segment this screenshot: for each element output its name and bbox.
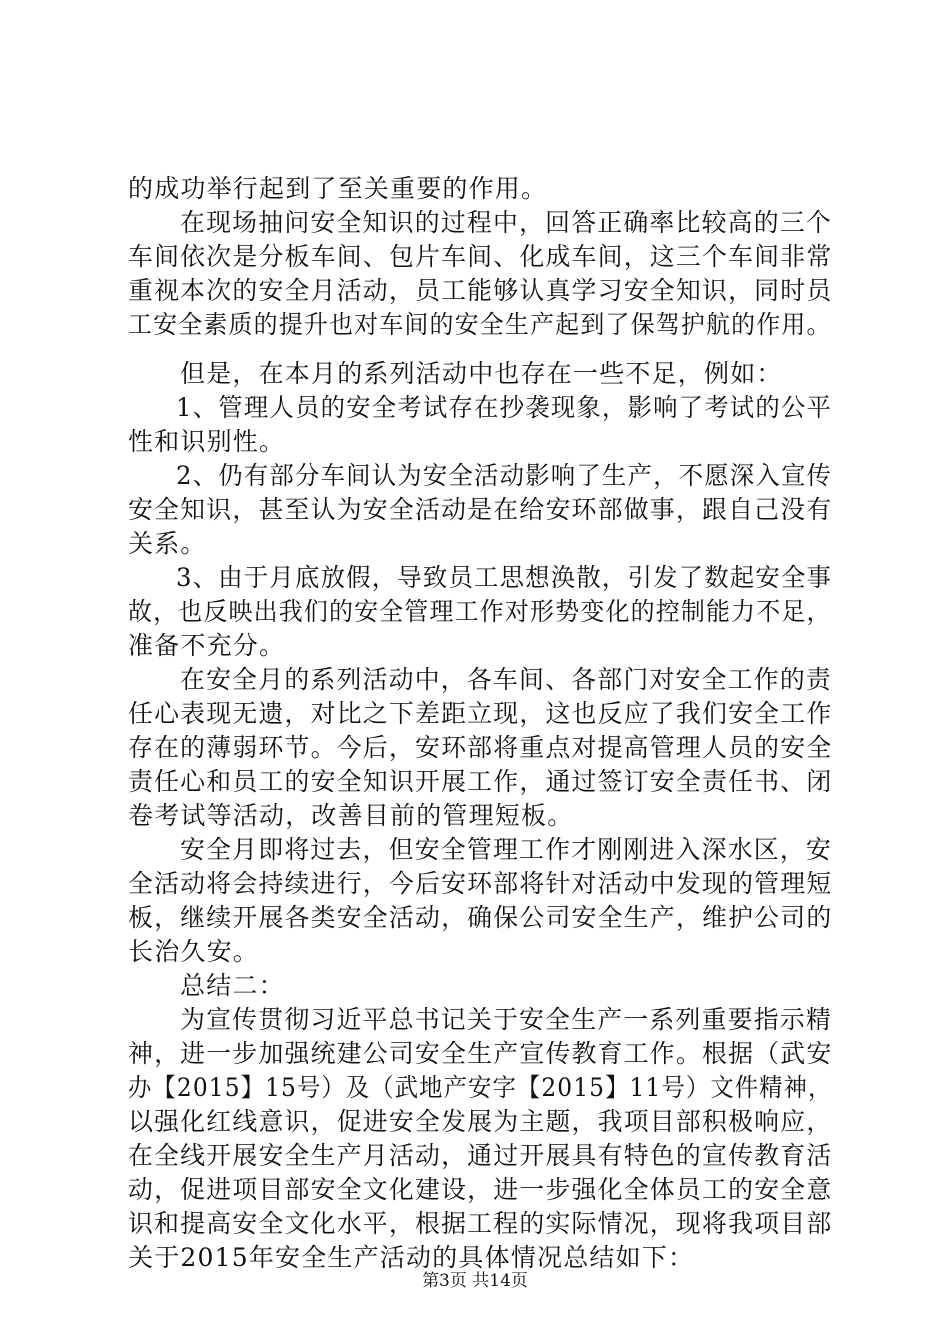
text-line: 性和识别性。: [128, 427, 286, 456]
text-line: 存在的薄弱环节。今后，安环部将重点对提高管理人员的安全: [128, 733, 833, 762]
text-line: 故，也反映出我们的安全管理工作对形势变化的控制能力不足，: [128, 597, 832, 626]
text-line: 办【2015】15号）及（武地产安字【2015】11号）文件精神，: [128, 1073, 833, 1102]
text-line: 的成功举行起到了至关重要的作用。: [128, 174, 548, 203]
text-line: 3、由于月底放假，导致员工思想涣散，引发了数起安全事: [176, 563, 833, 592]
text-line: 安全月即将过去，但安全管理工作才刚刚进入深水区，安: [180, 835, 833, 864]
text-line: 卷考试等活动，改善目前的管理短板。: [128, 801, 574, 830]
text-line: 长治久安。: [128, 937, 260, 966]
text-line: 2、仍有部分车间认为安全活动影响了生产，不愿深入宣传: [176, 461, 833, 490]
text-line: 在安全月的系列活动中，各车间、各部门对安全工作的责: [180, 665, 833, 694]
section-heading: 总结二：: [180, 971, 285, 1000]
text-line: 车间依次是分板车间、包片车间、化成车间，这三个车间非常: [128, 242, 833, 271]
text-line: 动，促进项目部安全文化建设，进一步强化全体员工的安全意: [128, 1175, 833, 1204]
text-line: 任心表现无遗，对比之下差距立现，这也反应了我们安全工作: [128, 699, 833, 728]
text-line: 以强化红线意识，促进安全发展为主题，我项目部积极响应，: [128, 1107, 833, 1136]
text-line: 识和提高安全文化水平，根据工程的实际情况，现将我项目部: [128, 1209, 833, 1238]
text-line: 关系。: [128, 529, 207, 558]
text-line: 责任心和员工的安全知识开展工作，通过签订安全责任书、闭: [128, 767, 833, 796]
page-number-footer: 第3页 共14页: [422, 1271, 528, 1291]
text-line: 神，进一步加强统建公司安全生产宣传教育工作。根据（武安: [128, 1039, 833, 1068]
text-line: 准备不充分。: [128, 631, 286, 660]
text-line: 板，继续开展各类安全活动，确保公司安全生产，维护公司的: [128, 903, 833, 932]
text-line: 但是，在本月的系列活动中也存在一些不足，例如：: [180, 359, 783, 388]
text-line: 工安全素质的提升也对车间的安全生产起到了保驾护航的作用。: [128, 310, 832, 339]
text-line: 安全知识，甚至认为安全活动是在给安环部做事，跟自己没有: [128, 495, 833, 524]
text-line: 在现场抽问安全知识的过程中，回答正确率比较高的三个: [180, 208, 833, 237]
text-line: 重视本次的安全月活动，员工能够认真学习安全知识，同时员: [128, 276, 833, 305]
text-line: 为宣传贯彻习近平总书记关于安全生产一系列重要指示精: [180, 1005, 833, 1034]
text-line: 全活动将会持续进行，今后安环部将针对活动中发现的管理短: [128, 869, 833, 898]
text-line: 在全线开展安全生产月活动，通过开展具有特色的宣传教育活: [128, 1141, 833, 1170]
text-line: 关于2015年安全生产活动的具体情况总结如下：: [128, 1243, 695, 1272]
text-line: 1、管理人员的安全考试存在抄袭现象，影响了考试的公平: [176, 393, 833, 422]
